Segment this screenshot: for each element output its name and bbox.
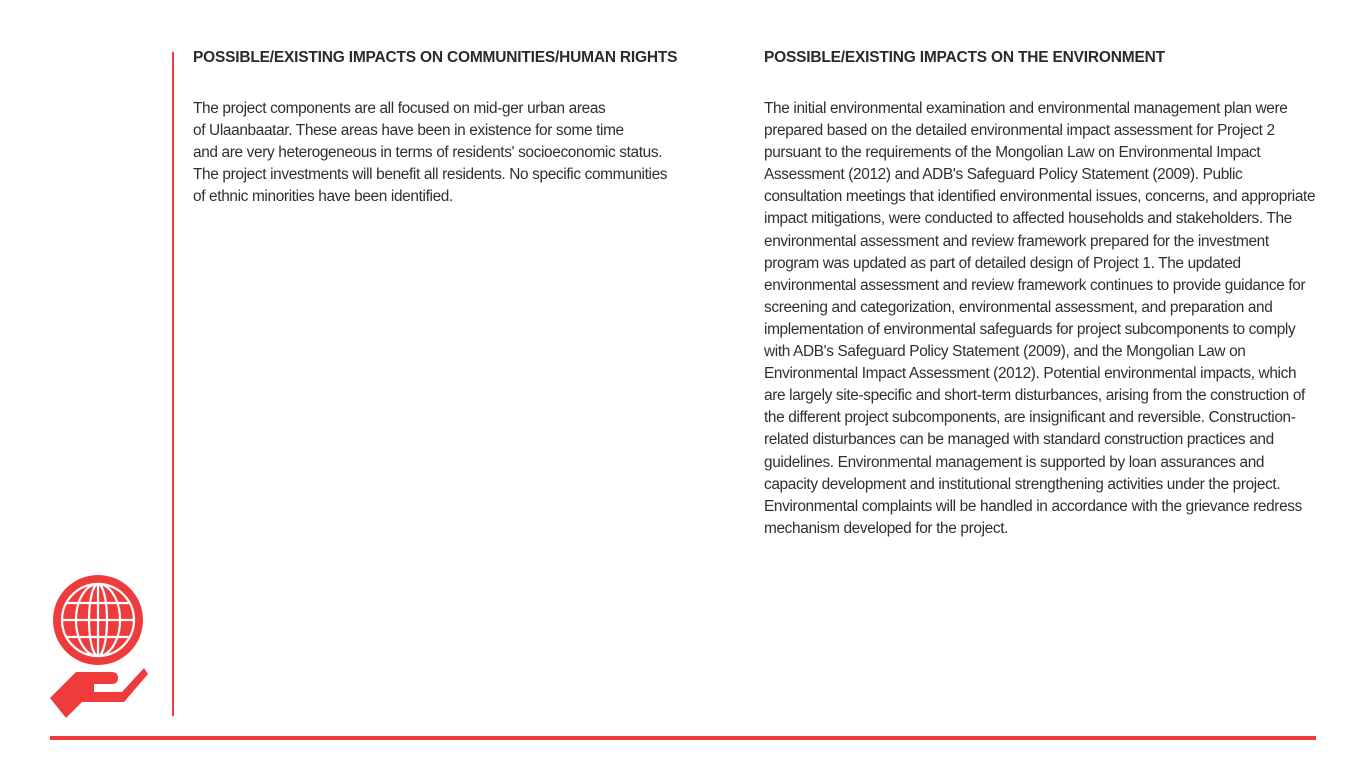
environment-impact-section <box>764 48 1316 540</box>
globe-in-hand-icon <box>48 574 152 720</box>
vertical-divider <box>172 52 174 716</box>
communities-impact-section <box>193 48 741 208</box>
environment-impact-body: The initial environmental examination and environmental management plan were prepared based on the detailed environmental impact assessment for Project 2 pursuant to the requirements of the Mongolian Law on Environmental Impact Assessment (2012) and ADB's Safeguard Policy Statement (2009). Public consultation meetings that identified environmental issues, concerns, and appropriate impact mitigations, were conducted to affected households and stakeholders. The environmental assessment and review framework prepared for the investment program was updated as part of detailed design of Project 1. The updated environmental assessment and review framework continues to provide guidance for screening and categorization, environmental assessment, and preparation and implementation of environmental safeguards for project subcomponents to comply with ADB's Safeguard Policy Statement (2009), and the Mongolian Law on Environmental Impact Assessment (2012). Potential environmental impacts, which are largely site-specific and short-term disturbances, arising from the construction of the different project subcomponents, are insignificant and reversible. Construction-related disturbances can be managed with standard construction practices and guidelines. Environmental management is supported by loan assurances and capacity development and institutional strengthening activities under the project. Environmental complaints will be handled in accordance with the grievance redress mechanism developed for the project. <box>764 100 1316 537</box>
communities-impact-body: The project components are all focused on mid-ger urban areas of Ulaanbaatar. These areas have been in existence for some time and are very heterogeneous in terms of residents' socioeconomic status. The project investments will benefit all residents. No specific communities of ethnic minorities have been identified. <box>193 100 668 206</box>
communities-impact-heading: POSSIBLE/EXISTING IMPACTS ON COMMUNITIES/HUMAN RIGHTS <box>193 49 678 66</box>
bottom-rule <box>50 736 1316 740</box>
environment-impact-heading: POSSIBLE/EXISTING IMPACTS ON THE ENVIRONMENT <box>764 49 1165 66</box>
